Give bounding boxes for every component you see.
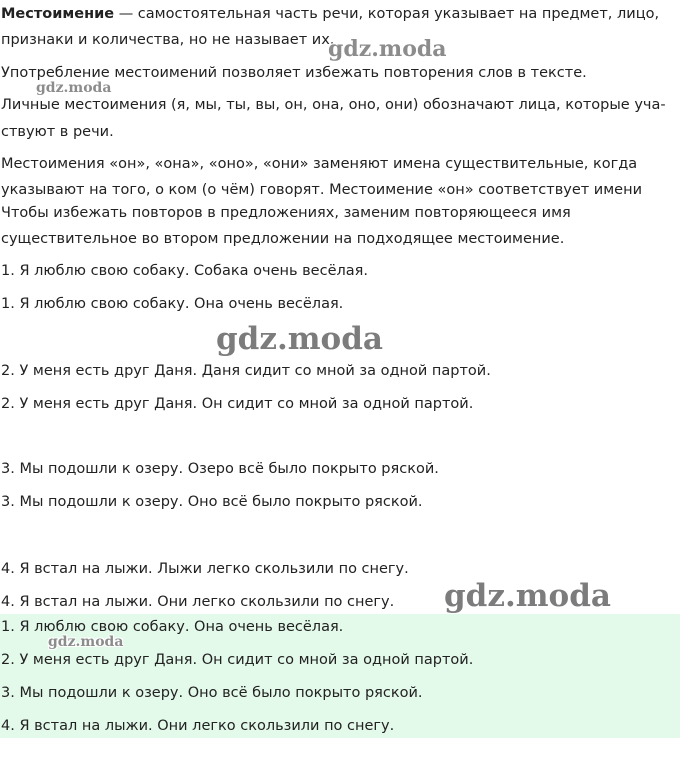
personal-pronouns-line-1: Личные местоимения (я, мы, ты, вы, он, она, оно, они) обозначают лица, которые уча- bbox=[1, 97, 666, 113]
usage-paragraph: Употребление местоимений позволяет избежать повторения слов в тексте. bbox=[1, 65, 587, 81]
watermark: gdz.moda bbox=[444, 578, 611, 614]
definition-line-1 bbox=[1, 6, 659, 22]
example-2-corrected: 2. У меня есть друг Даня. Он сидит со мной за одной партой. bbox=[1, 396, 474, 412]
personal-pronouns-line-2: ствуют в речи. bbox=[1, 124, 114, 140]
watermark: gdz.moda bbox=[216, 321, 383, 357]
answer-3: 3. Мы подошли к озеру. Оно всё было покрыто ряской. bbox=[1, 685, 423, 701]
replace-rule-line-1: Местоимения «он», «она», «оно», «они» заменяют имена существительные, когда bbox=[1, 156, 638, 172]
example-3-original: 3. Мы подошли к озеру. Озеро всё было покрыто ряской. bbox=[1, 461, 439, 477]
example-4-original: 4. Я встал на лыжи. Лыжи легко скользили по снегу. bbox=[1, 561, 409, 577]
task-line-2: существительное во втором предложении на подходящее местоимение. bbox=[1, 231, 565, 247]
example-4-corrected: 4. Я встал на лыжи. Они легко скользили по снегу. bbox=[1, 594, 395, 610]
watermark: gdz.moda bbox=[36, 80, 112, 96]
example-1-corrected: 1. Я люблю свою собаку. Она очень весёлая. bbox=[1, 296, 344, 312]
task-line-1: Чтобы избежать повторов в предложениях, заменим повторяющееся имя bbox=[1, 205, 571, 221]
example-2-original: 2. У меня есть друг Даня. Даня сидит со мной за одной партой. bbox=[1, 363, 491, 379]
replace-rule-line-2: указывают на того, о ком (о чём) говорят. Местоимение «он» соответствует имени bbox=[1, 182, 642, 198]
answer-4: 4. Я встал на лыжи. Они легко скользили по снегу. bbox=[1, 718, 395, 734]
definition-line-2: признаки и количества, но не называет их. bbox=[1, 32, 335, 48]
definition-term: Местоимение bbox=[1, 6, 115, 22]
answer-1: 1. Я люблю свою собаку. Она очень весёлая. bbox=[1, 619, 344, 635]
definition-text: — самостоятельная часть речи, которая указывает на предмет, лицо, bbox=[114, 6, 660, 22]
watermark: gdz.moda bbox=[328, 36, 447, 62]
example-1-original: 1. Я люблю свою собаку. Собака очень весёлая. bbox=[1, 263, 368, 279]
watermark: gdz.moda bbox=[48, 634, 124, 650]
answer-2: 2. У меня есть друг Даня. Он сидит со мной за одной партой. bbox=[1, 652, 474, 668]
example-3-corrected: 3. Мы подошли к озеру. Оно всё было покрыто ряской. bbox=[1, 494, 423, 510]
